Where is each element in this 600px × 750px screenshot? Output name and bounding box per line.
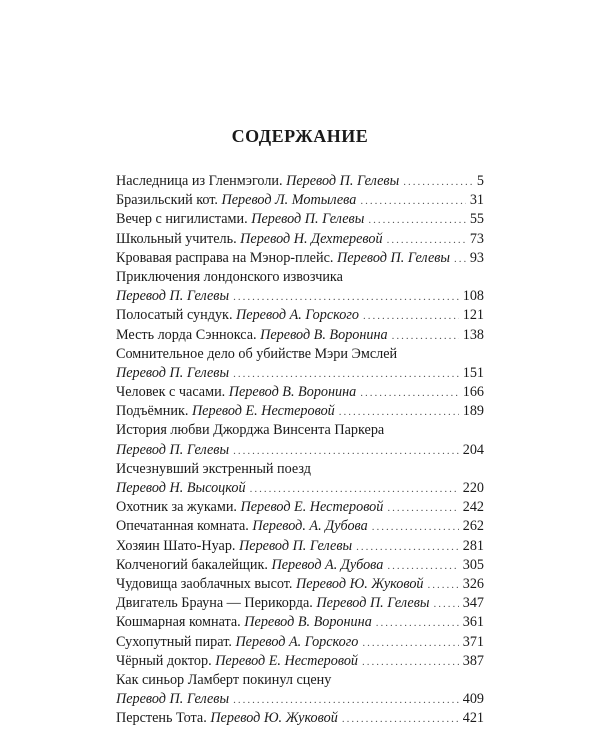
toc-entry-text [116,709,338,728]
story-title: Вечер с нигилистами. [116,211,248,228]
toc-entry-line [116,441,484,460]
toc-entry-line [116,172,484,191]
toc-entry-text [116,249,450,268]
toc-entry [116,652,484,671]
translator-credit: Перевод П. Гелевы [251,211,365,228]
translator-credit: Перевод А. Горского [236,307,359,324]
dot-leader [233,288,459,307]
toc-entry [116,172,484,191]
toc-entry [116,633,484,652]
toc-entry [116,402,484,421]
translator-credit: Перевод Н. Дехтеревой [240,230,383,247]
translator-credit: Перевод В. Воронина [228,384,357,401]
toc-entry-text [116,575,424,594]
toc-entry-text [116,613,372,632]
toc-entry [116,230,484,249]
page-number: 138 [462,326,484,343]
toc-entry-text [116,326,388,345]
story-title: Наследница из Гленмэголи. [116,173,283,189]
toc-entry-text [116,556,383,575]
story-title: Сомнительное дело об убийстве Мэри Эмслей [116,345,398,362]
toc-entry [116,517,484,536]
toc-entry [116,671,484,709]
translator-credit: Перевод В. Воронина [260,326,388,343]
toc-entry [116,249,484,268]
dot-leader [387,231,466,250]
page-number: 220 [462,480,484,496]
page-number: 347 [462,595,484,612]
story-title: Человек с часами. [116,384,226,401]
translator-credit: Перевод П. Гелевы [316,595,430,612]
translator-credit: Перевод П. Гелевы [116,691,230,708]
dot-leader [360,192,466,211]
page-number: 262 [462,518,484,535]
page-number: 121 [462,307,484,324]
toc-entry-line [116,594,484,613]
story-title: История любви Джорджа Винсента Паркера [116,422,385,439]
toc-entry-line [116,537,484,556]
page-number: 93 [469,249,484,266]
toc-entry-line [116,479,484,498]
dot-leader [339,403,459,422]
story-title: Охотник за жуками. [116,499,237,516]
dot-leader [454,250,466,269]
dot-leader [233,691,459,710]
toc-entry-line [116,249,484,268]
page-number: 305 [462,556,484,573]
translator-credit: Перевод. А. Дубова [252,518,368,535]
toc-entry [116,709,484,728]
toc-entry [116,191,484,210]
dot-leader [433,595,458,614]
dot-leader [342,710,459,729]
toc-entry-line [116,671,484,690]
toc-entry-line [116,613,484,632]
toc-entry-text [116,230,383,249]
translator-credit: Перевод Н. Высоцкой [116,480,246,496]
story-title: Чудовища заоблачных высот. [116,575,293,592]
translator-credit: Перевод П. Гелевы [286,173,400,189]
story-title: Хозяин Шато-Нуар. [116,537,236,554]
page-number: 242 [462,499,484,516]
table-of-contents [116,172,484,728]
toc-entry-text [116,537,352,556]
toc-entry-line [116,633,484,652]
translator-credit: Перевод П. Гелевы [336,249,451,266]
toc-entry-line [116,556,484,575]
toc-entry [116,345,484,383]
story-title: Опечатанная комната. [116,518,249,535]
dot-leader [233,442,459,461]
story-title: Бразильский кот. [116,192,218,209]
dot-leader [362,653,459,672]
toc-entry-text [116,306,359,325]
toc-entry-text [116,191,356,210]
toc-entry-text [116,210,364,229]
toc-entry-line [116,210,484,229]
toc-entry-line [116,383,484,402]
toc-entry [116,575,484,594]
story-title: Двигатель Брауна — Перикорда. [116,595,313,612]
toc-entry-line [116,230,484,249]
translator-credit: Перевод П. Гелевы [116,288,230,305]
dot-leader [356,538,459,557]
translator-credit: Перевод Е. Нестеровой [191,403,335,420]
toc-entry [116,498,484,517]
toc-entry-line [116,460,484,479]
dot-leader [362,634,458,653]
page-number: 189 [462,403,484,420]
page-number: 371 [462,633,484,650]
story-title: Месть лорда Сэннокса. [116,326,257,343]
dot-leader [372,518,459,537]
toc-entry [116,460,484,498]
story-title: Сухопутный пират. [116,633,232,650]
toc-entry-line [116,268,484,287]
translator-credit: Перевод В. Воронина [244,614,372,631]
page-number: 387 [462,652,484,669]
page-number: 204 [462,441,484,458]
dot-leader [250,480,459,499]
dot-leader [233,365,459,384]
dot-leader [387,499,458,518]
page-number: 151 [462,364,484,381]
dot-leader [392,327,459,346]
dot-leader [368,211,466,230]
toc-entry-text [116,383,356,402]
toc-entry-text [116,594,429,613]
toc-entry-line [116,345,484,364]
translator-credit: Перевод Е. Нестеровой [215,652,359,669]
toc-entry-line [116,364,484,383]
toc-entry-line [116,690,484,709]
page-number: 166 [462,384,484,401]
toc-entry-line [116,191,484,210]
toc-entry-line [116,517,484,536]
dot-leader [403,173,473,192]
toc-entry-line [116,326,484,345]
toc-entry-text [116,633,358,652]
page-number: 108 [462,288,484,305]
toc-entry [116,613,484,632]
toc-entry [116,268,484,306]
story-title: Колченогий бакалейщик. [116,556,268,573]
dot-leader [387,557,458,576]
translator-credit: Перевод Ю. Жуковой [210,710,338,727]
toc-entry [116,421,484,459]
toc-entry-line [116,402,484,421]
page-number: 281 [462,537,484,554]
toc-entry-line [116,709,484,728]
story-title: Подъёмник. [116,403,189,420]
toc-entry-line [116,306,484,325]
toc-entry-text [116,652,358,671]
toc-entry-text [116,402,335,421]
toc-entry [116,383,484,402]
page-number: 55 [469,211,484,228]
story-title: Исчезнувший экстренный поезд [116,460,311,477]
translator-credit: Перевод П. Гелевы [239,537,353,554]
story-title: Кошмарная комната. [116,614,241,631]
toc-entry [116,537,484,556]
story-title: Полосатый сундук. [116,307,233,324]
page-number: 73 [469,230,484,247]
translator-credit: Перевод Ю. Жуковой [296,575,424,592]
page-number: 361 [462,614,484,631]
toc-entry-line [116,421,484,440]
page-number: 326 [462,575,484,592]
translator-credit: Перевод П. Гелевы [116,364,230,381]
toc-entry-line [116,287,484,306]
page-title: СОДЕРЖАНИЕ [231,126,369,146]
story-title: Чёрный доктор. [116,652,212,669]
toc-entry [116,210,484,229]
story-title: Как синьор Ламберт покинул сцену [116,671,332,688]
toc-entry [116,306,484,325]
toc-entry-line [116,575,484,594]
toc-entry-line [116,652,484,671]
story-title: Перстень Тота. [116,710,207,727]
page-number: 409 [462,691,484,708]
toc-entry-line [116,498,484,517]
page-number: 5 [476,173,484,189]
story-title: Приключения лондонского извозчика [116,268,343,285]
translator-credit: Перевод Е. Нестеровой [240,499,384,516]
page-number: 31 [469,192,484,209]
translator-credit: Перевод П. Гелевы [116,441,230,458]
translator-credit: Перевод А. Горского [235,633,359,650]
toc-entry-text [116,498,383,517]
toc-entry [116,594,484,613]
page-number: 421 [462,710,484,727]
dot-leader [428,576,459,595]
dot-leader [360,384,458,403]
dot-leader [376,614,459,633]
translator-credit: Перевод А. Дубова [271,556,384,573]
story-title: Школьный учитель. [116,230,237,247]
toc-entry-text [116,517,368,536]
toc-entry [116,556,484,575]
translator-credit: Перевод Л. Мотылева [221,192,357,209]
story-title: Кровавая расправа на Мэнор-плейс. [116,249,334,266]
dot-leader [363,307,459,326]
toc-entry-text [116,172,399,191]
toc-entry [116,326,484,345]
